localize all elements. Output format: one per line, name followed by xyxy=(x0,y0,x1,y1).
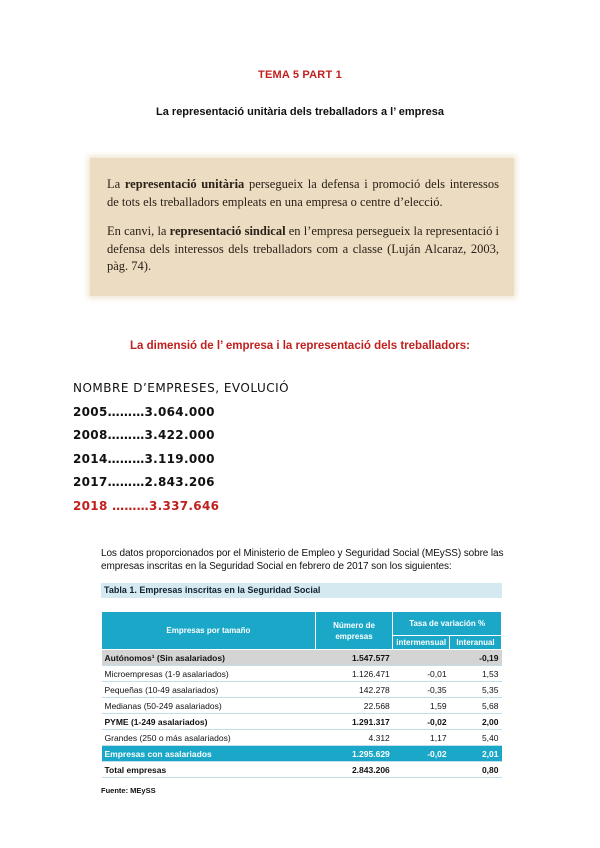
row-annual: 1,53 xyxy=(450,666,502,682)
row-label: Grandes (250 o más asalariados) xyxy=(102,730,316,746)
table-row xyxy=(102,746,502,762)
row-annual: 5,68 xyxy=(450,698,502,714)
row-count: 142.278 xyxy=(315,682,393,698)
row-label: Total empresas xyxy=(102,762,316,778)
row-monthly xyxy=(393,650,450,666)
list-item-highlighted: 2018 ………3.337.646 xyxy=(73,498,220,513)
header-size: Empresas por tamaño xyxy=(102,612,316,650)
table-row xyxy=(102,698,502,714)
table-row xyxy=(102,730,502,746)
row-monthly: 1,17 xyxy=(393,730,450,746)
quote-text: En canvi, la xyxy=(107,224,170,238)
page-subtitle: La representació unitària dels treballadors a l’ empresa xyxy=(156,106,444,118)
page-title: TEMA 5 PART 1 xyxy=(258,69,342,81)
list-heading: NOMBRE D’EMPRESES, EVOLUCIÓ xyxy=(73,381,290,395)
quote-text: en l’empresa persegueix la representació i defensa dels interessos dels treballadors com a classe (Luján Alcaraz, 2003, pàg. 74). xyxy=(107,224,500,273)
quote-text: persegueix la defensa i promoció dels interessos de tots els treballadors empleats en una empresa o centre d’elecció. xyxy=(107,177,499,209)
row-count: 1.126.471 xyxy=(315,666,393,682)
row-annual: 5,35 xyxy=(450,682,502,698)
quote-emphasis: representació sindical xyxy=(169,224,286,238)
row-label: Pequeñas (10-49 asalariados) xyxy=(102,682,316,698)
row-label: Microempresas (1-9 asalariados) xyxy=(102,666,316,682)
row-count: 1.547.577 xyxy=(315,650,393,666)
row-monthly: -0,01 xyxy=(393,666,450,682)
list-item: 2014………3.119.000 xyxy=(73,451,215,466)
table-intro: Los datos proporcionados por el Ministerio de Empleo y Seguridad Social (MEySS) sobre las empresas inscritas en la Seguridad Social en febrero de 2017 son los siguientes: xyxy=(101,548,504,572)
header-monthly: intermensual xyxy=(393,636,450,650)
row-annual: 2,01 xyxy=(450,746,502,762)
row-label: Empresas con asalariados xyxy=(102,746,316,762)
table-caption: Tabla 1. Empresas inscritas en la Seguridad Social xyxy=(101,583,502,598)
row-annual: 5,40 xyxy=(450,730,502,746)
row-count: 2.843.206 xyxy=(315,762,393,778)
row-label: Autónomos¹ (Sin asalariados) xyxy=(102,650,316,666)
row-monthly: -0,02 xyxy=(393,746,450,762)
row-annual: -0,19 xyxy=(450,650,502,666)
quote-emphasis: representació unitària xyxy=(124,177,245,191)
section-heading: La dimensió de l’ empresa i la representació dels treballadors: xyxy=(129,340,471,352)
row-count: 1.295.629 xyxy=(315,746,393,762)
table-row xyxy=(102,650,502,666)
row-monthly: -0,35 xyxy=(393,682,450,698)
quote-text: La xyxy=(107,177,125,191)
list-item: 2005………3.064.000 xyxy=(73,404,215,419)
row-monthly: 1,59 xyxy=(393,698,450,714)
table-source: Fuente: MEySS xyxy=(101,786,156,795)
row-monthly xyxy=(393,762,450,778)
table-row xyxy=(102,666,502,682)
row-count: 22.568 xyxy=(315,698,393,714)
companies-table xyxy=(101,611,502,778)
quote-box xyxy=(90,158,514,296)
company-count-list xyxy=(73,377,289,518)
table-row xyxy=(102,762,502,778)
table-row xyxy=(102,714,502,730)
list-item: 2017………2.843.206 xyxy=(73,475,215,489)
row-count: 1.291.317 xyxy=(315,714,393,730)
header-annual: Interanual xyxy=(450,636,502,650)
row-annual: 2,00 xyxy=(450,714,502,730)
list-item: 2008………3.422.000 xyxy=(73,428,215,442)
row-label: PYME (1-249 asalariados) xyxy=(102,714,316,730)
row-count: 4.312 xyxy=(315,730,393,746)
row-label: Medianas (50-249 asalariados) xyxy=(102,698,316,714)
header-count: Número de empresas xyxy=(315,612,393,650)
table-row xyxy=(102,682,502,698)
row-monthly: -0,02 xyxy=(393,714,450,730)
quote-paragraph-1 xyxy=(107,176,499,211)
row-annual: 0,80 xyxy=(450,762,502,778)
quote-paragraph-2 xyxy=(107,223,499,276)
header-rate: Tasa de variación % xyxy=(393,612,502,636)
